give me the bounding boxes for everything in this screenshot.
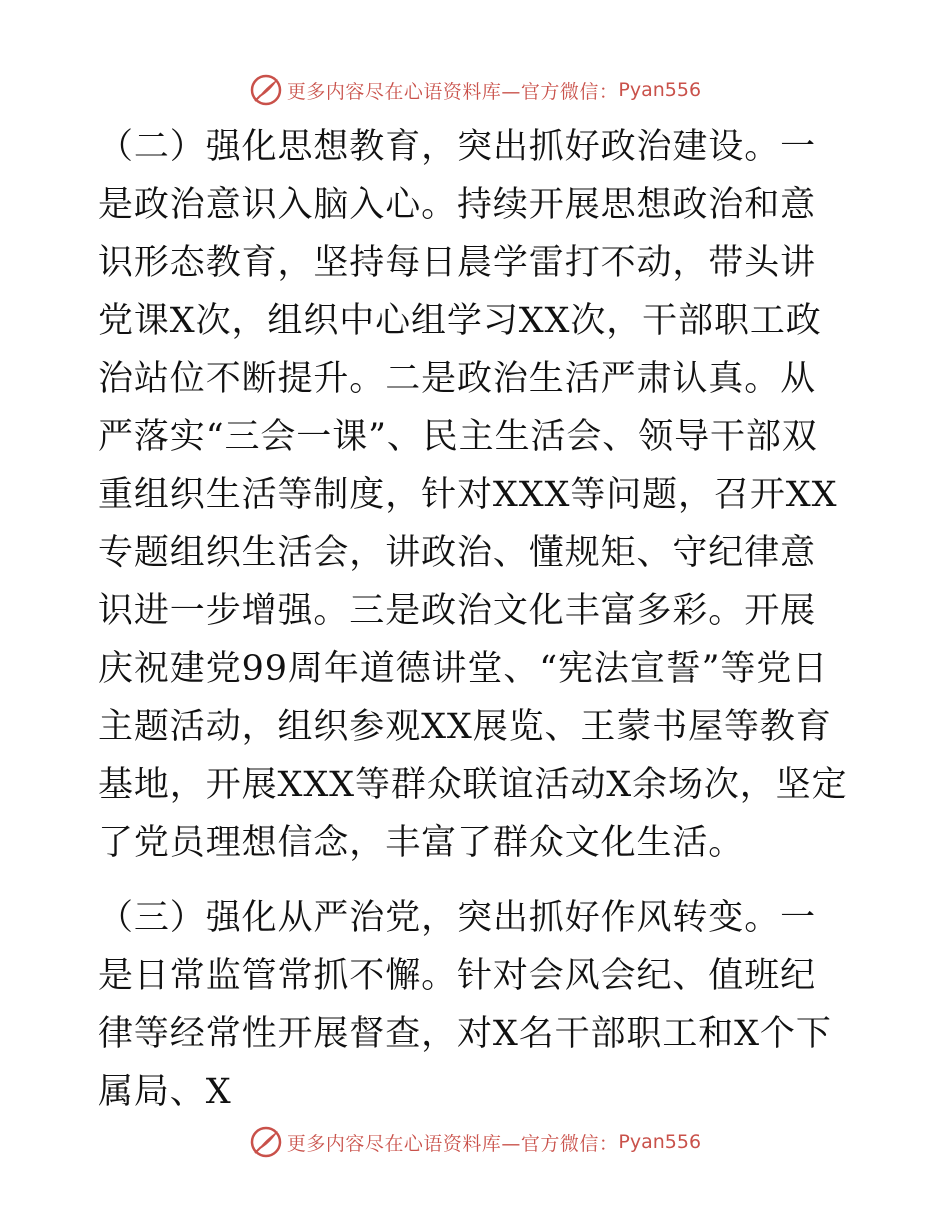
feather-pen-logo-icon bbox=[249, 73, 283, 107]
watermark-text: 更多内容尽在心语资料库—官方微信： bbox=[286, 80, 619, 103]
watermark-banner-bottom bbox=[0, 1122, 950, 1162]
watermark-banner-top bbox=[0, 70, 950, 110]
watermark-account: Pyan556 bbox=[618, 1131, 702, 1153]
paragraph-political-education: （二）强化思想教育，突出抓好政治建设。一是政治意识入脑入心。持续开展思想政治和意识形态教育，坚持每日晨学雷打不动，带头讲党课X次，组织中心组学习XX次，干部职工政治站位不断提升。二是政治生活严肃认真。从严落实“三会一课”、民主生活会、领导干部双重组织生活等制度，针对XXX等问题，召开XX专题组织生活会，讲政治、懂规矩、守纪律意识进一步增强。三是政治文化丰富多彩。开展庆祝建党99周年道德讲堂、“宪法宣誓”等党日主题活动，组织参观XX展览、王蒙书屋等教育基地，开展XXX等群众联谊活动X余场次，坚定了党员理想信念，丰富了群众文化生活。 bbox=[98, 127, 848, 863]
document-body bbox=[98, 118, 850, 1121]
paragraph-strict-party-governance: （三）强化从严治党，突出抓好作风转变。一是日常监管常抓不懈。针对会风会纪、值班纪律等经常性开展督查，对X名干部职工和X个下属局、X bbox=[98, 898, 832, 1112]
watermark-text: 更多内容尽在心语资料库—官方微信： bbox=[286, 1132, 619, 1155]
feather-pen-logo-icon bbox=[249, 1125, 283, 1159]
watermark-account: Pyan556 bbox=[618, 79, 702, 101]
